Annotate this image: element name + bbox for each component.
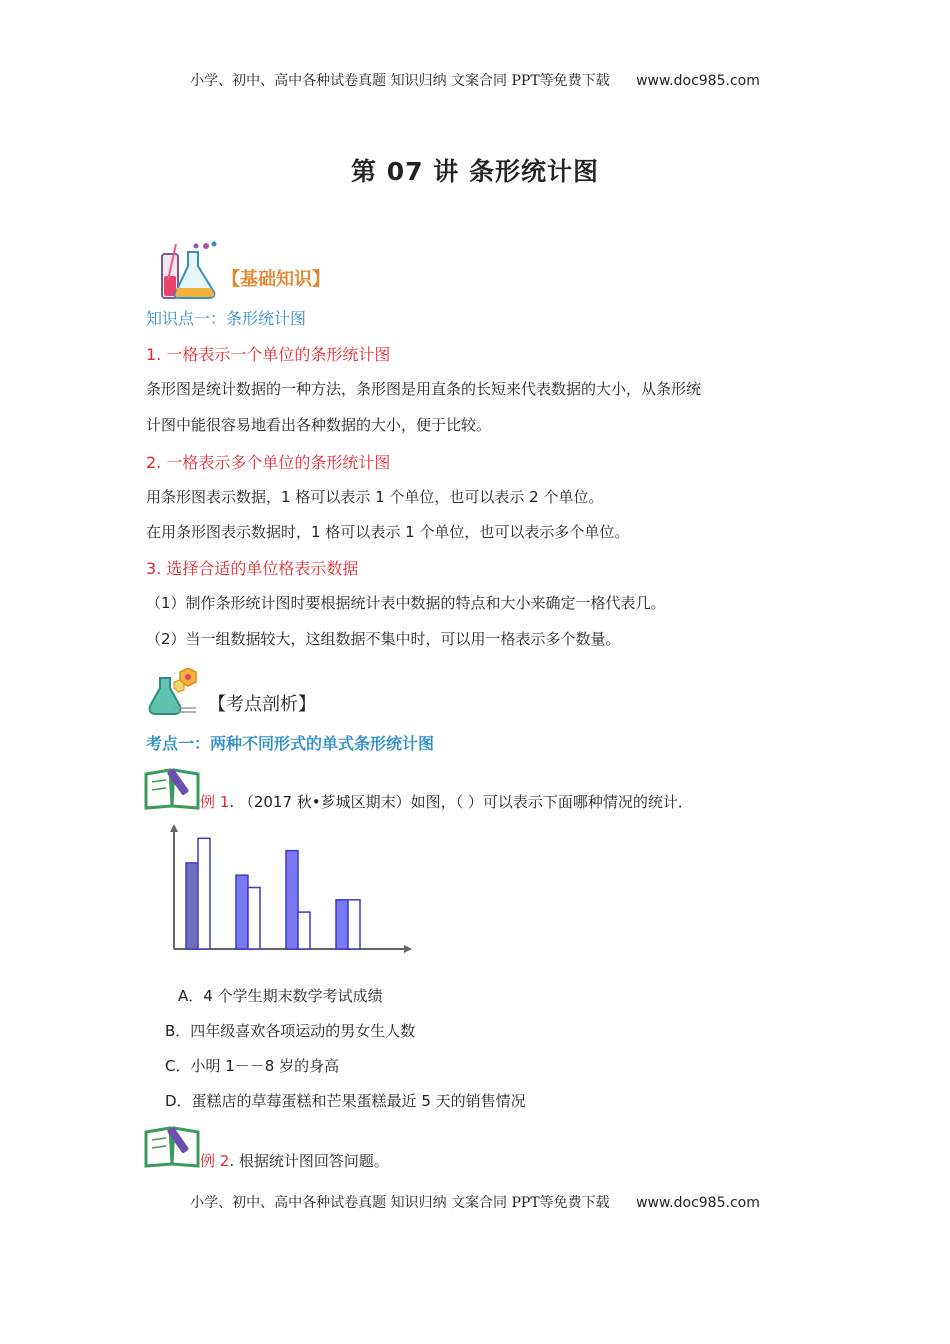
example-2-label: 例 2 — [200, 1152, 230, 1170]
book-icon — [144, 766, 200, 814]
page-title: 第 07 讲 条形统计图 — [351, 157, 599, 186]
footer-url[interactable]: www.doc985.com — [636, 1195, 760, 1211]
text-3b: （2）当一组数据较大，这组数据不集中时，可以用一格表示多个数量。 — [146, 630, 621, 648]
bar-1-2 — [198, 838, 210, 949]
flask-icon — [158, 240, 220, 306]
example-1-text: . （2017 秋•芗城区期末）如图，（ ）可以表示下面哪种情况的统计． — [229, 793, 693, 811]
kp-title-2: 考点一：两种不同形式的单式条形统计图 — [146, 734, 435, 753]
kp-title-1: 知识点一：条形统计图 — [146, 309, 307, 328]
bar-4-1 — [336, 900, 348, 949]
beaker-icon — [148, 668, 198, 722]
section-analysis-label: 【考点剖析】 — [208, 694, 316, 715]
section-basic-label: 【基础知识】 — [222, 269, 330, 290]
example-1 — [200, 791, 693, 812]
option-b[interactable]: B．四年级喜欢各项运动的男女生人数 — [165, 1022, 416, 1040]
footer-text: 小学、初中、高中各种试卷真题 知识归纳 文案合同 PPT等免费下载 — [190, 1195, 610, 1211]
page-footer — [0, 1192, 950, 1212]
x-axis-arrow — [404, 945, 412, 953]
text-1a: 条形图是统计数据的一种方法，条形图是用直条的长短来代表数据的大小，从条形统 — [146, 380, 702, 398]
heading-3: 3. 选择合适的单位格表示数据 — [146, 559, 359, 578]
bar-4-2 — [348, 900, 360, 949]
bar-3-2 — [298, 912, 310, 949]
header-url[interactable]: www.doc985.com — [636, 73, 760, 89]
book-icon — [144, 1124, 200, 1172]
heading-2: 2. 一格表示多个单位的条形统计图 — [146, 453, 391, 472]
heading-1: 1. 一格表示一个单位的条形统计图 — [146, 345, 391, 364]
bar-2-1 — [236, 875, 248, 949]
example-2-text: . 根据统计图回答问题。 — [229, 1152, 389, 1170]
text-3a: （1）制作条形统计图时要根据统计表中数据的特点和大小来确定一格代表几。 — [146, 594, 666, 612]
example-1-label: 例 1 — [200, 793, 230, 811]
bar-chart — [160, 822, 420, 957]
example-2 — [200, 1150, 389, 1171]
header-text: 小学、初中、高中各种试卷真题 知识归纳 文案合同 PPT等免费下载 — [190, 73, 610, 89]
page-header — [0, 70, 950, 90]
bar-1-1 — [186, 863, 198, 949]
option-d[interactable]: D．蛋糕店的草莓蛋糕和芒果蛋糕最近 5 天的销售情况 — [165, 1092, 526, 1110]
text-2a: 用条形图表示数据，1 格可以表示 1 个单位，也可以表示 2 个单位。 — [146, 488, 604, 506]
bar-2-2 — [248, 888, 260, 950]
text-1b: 计图中能很容易地看出各种数据的大小，便于比较。 — [146, 416, 492, 434]
option-a[interactable]: A．4 个学生期末数学考试成绩 — [178, 987, 383, 1005]
y-axis-arrow — [170, 824, 178, 832]
bar-3-1 — [286, 851, 298, 949]
option-c[interactable]: C．小明 1－－8 岁的身高 — [165, 1057, 340, 1075]
text-2b: 在用条形图表示数据时，1 格可以表示 1 个单位，也可以表示多个单位。 — [146, 523, 630, 541]
